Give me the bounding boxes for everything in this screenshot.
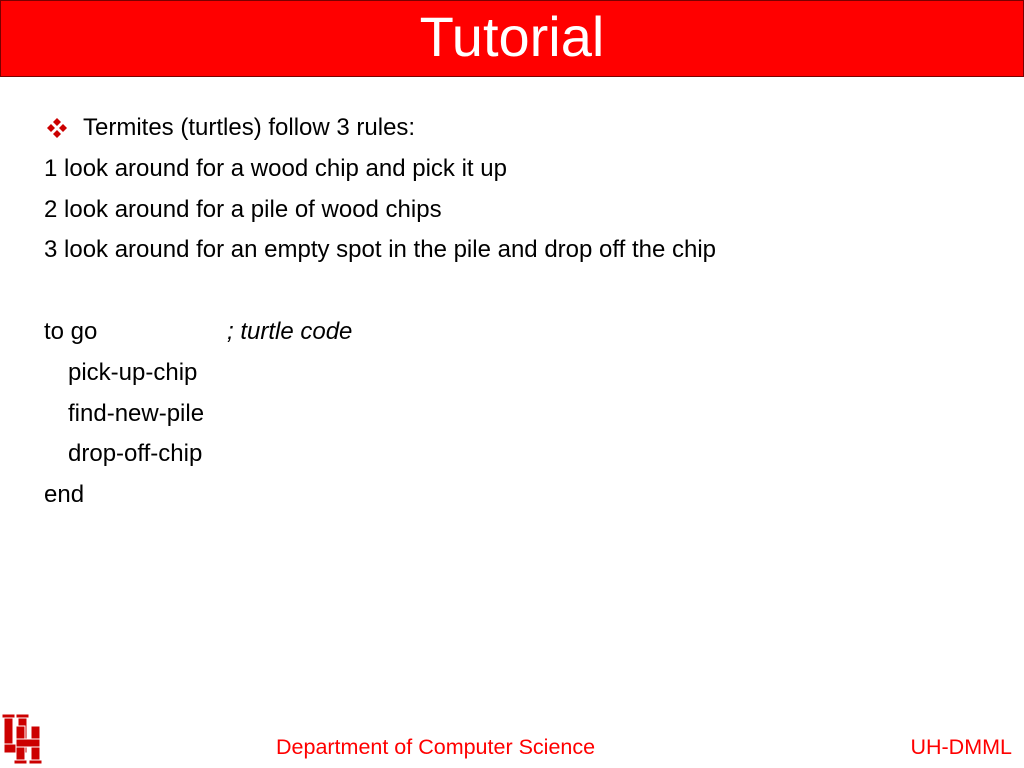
code-body-line-3: drop-off-chip bbox=[68, 440, 203, 468]
footer-department: Department of Computer Science bbox=[276, 735, 596, 759]
page-title: Tutorial bbox=[419, 4, 605, 68]
code-start-line bbox=[44, 312, 1004, 353]
blank-line bbox=[44, 271, 1004, 312]
code-start: to go bbox=[44, 317, 98, 345]
footer-org: UH-DMML bbox=[910, 735, 1012, 759]
uh-logo-icon bbox=[2, 712, 42, 766]
rule-line-1: 1 look around for a wood chip and pick it up bbox=[44, 154, 507, 182]
code-comment: ; turtle code bbox=[227, 317, 353, 345]
title-bar bbox=[0, 0, 1024, 77]
code-end-line: end bbox=[44, 481, 85, 509]
rule-line-3: 3 look around for an empty spot in the pile and drop off the chip bbox=[44, 236, 716, 264]
bullet-item bbox=[44, 108, 1004, 149]
code-body-line-2: find-new-pile bbox=[68, 399, 205, 427]
slide-content bbox=[44, 108, 1004, 516]
rule-line-2: 2 look around for a pile of wood chips bbox=[44, 195, 442, 223]
diamond-bullet-icon bbox=[46, 117, 68, 139]
bullet-text: Termites (turtles) follow 3 rules: bbox=[83, 114, 416, 141]
code-body-line-1: pick-up-chip bbox=[68, 358, 198, 386]
